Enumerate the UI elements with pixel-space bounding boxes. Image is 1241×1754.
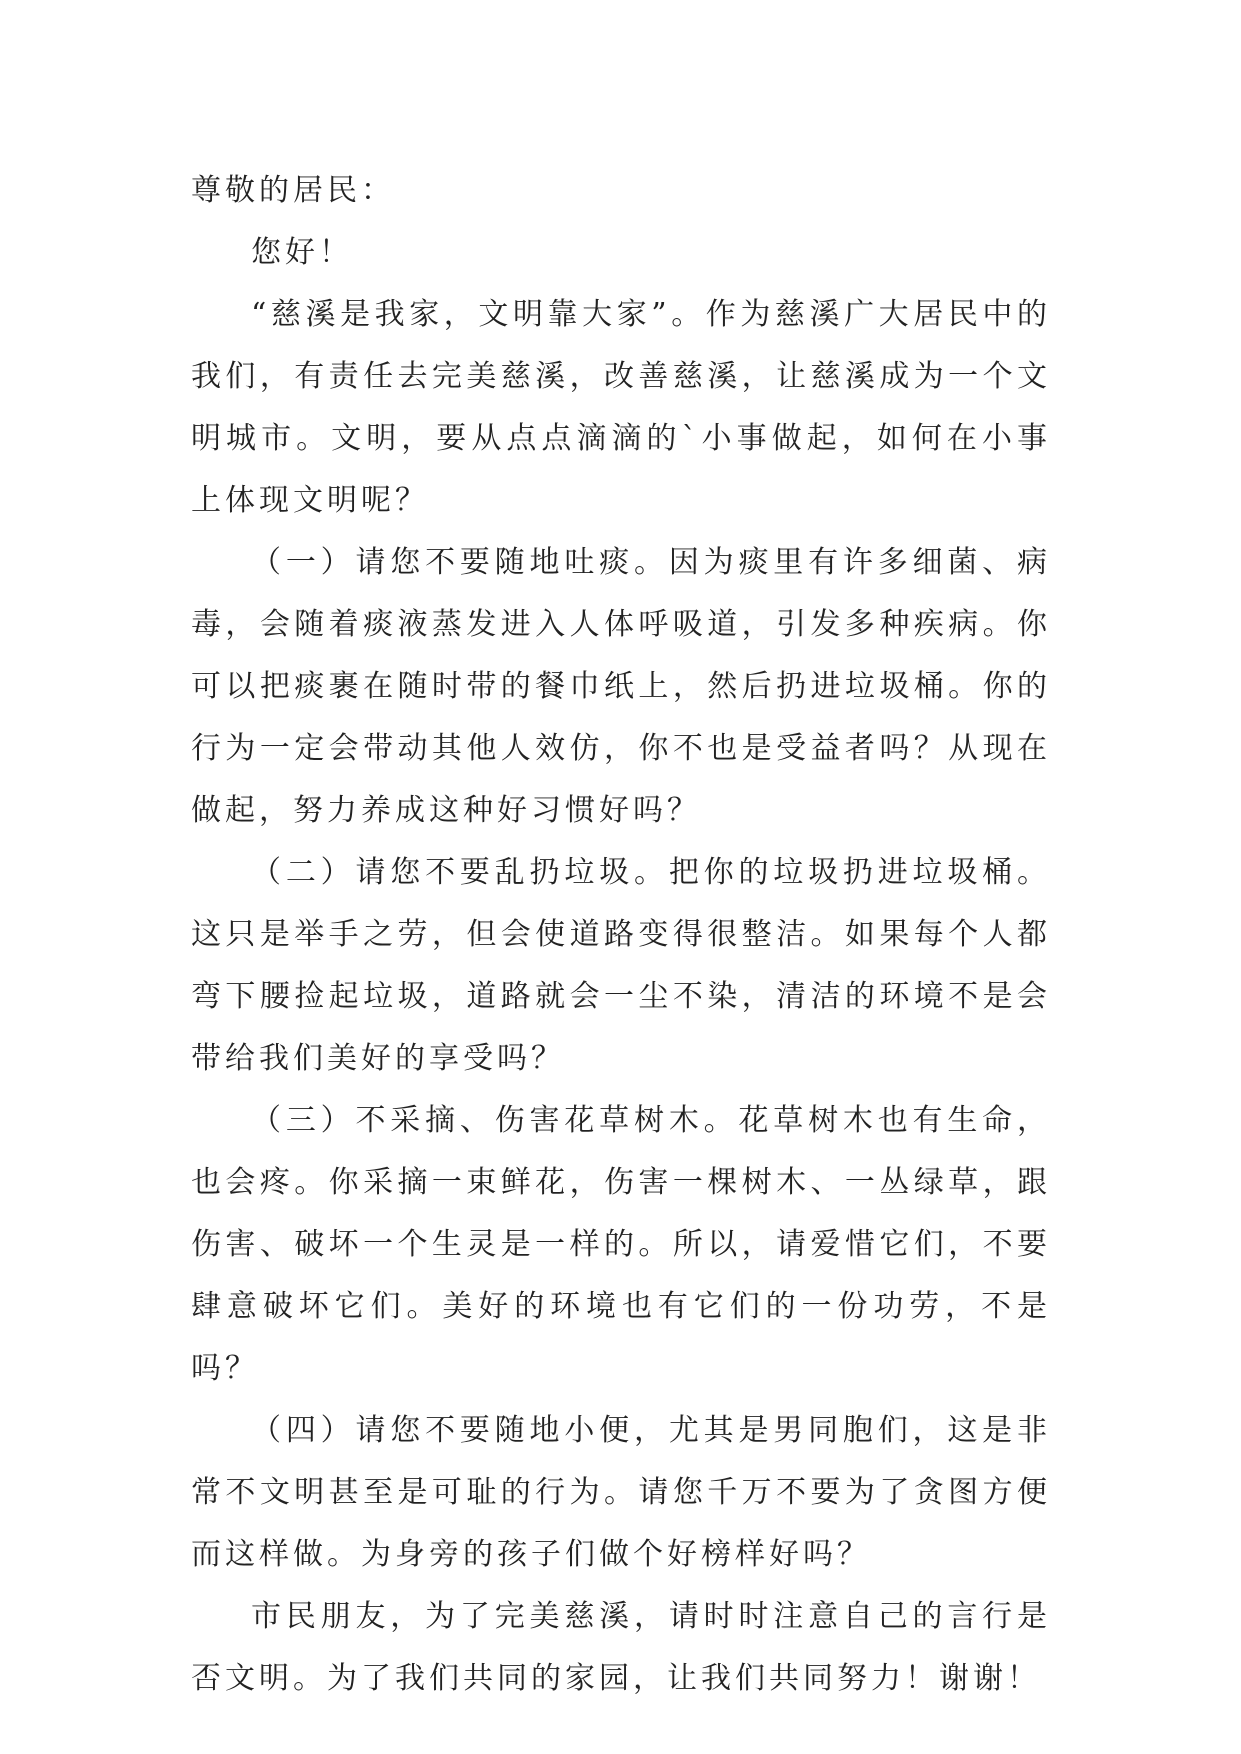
- salutation: 尊敬的居民：: [191, 173, 395, 208]
- paragraph-littering: （二）请您不要乱扔垃圾。把你的垃圾扔进垃圾桶。这只是举手之劳，但会使道路变得很整洁。如果每个人都弯下腰捡起垃圾，道路就会一尘不染，清洁的环境不是会带给我们美好的享受吗？: [191, 855, 1051, 1076]
- paragraph-spitting: （一）请您不要随地吐痰。因为痰里有许多细菌、病毒，会随着痰液蒸发进入人体呼吸道，引发多种疾病。你可以把痰裹在随时带的餐巾纸上，然后扔进垃圾桶。你的行为一定会带动其他人效仿，你不也是受益者吗？从现在做起，努力养成这种好习惯好吗？: [191, 545, 1051, 828]
- greeting: 您好！: [251, 235, 353, 270]
- paragraph-intro: “慈溪是我家，文明靠大家”。作为慈溪广大居民中的我们，有责任去完美慈溪，改善慈溪，让慈溪成为一个文明城市。文明，要从点点滴滴的`小事做起，如何在小事上体现文明呢？: [191, 297, 1051, 518]
- paragraph-plants: （三）不采摘、伤害花草树木。花草树木也有生命，也会疼。你采摘一束鲜花，伤害一棵树木、一丛绿草，跟伤害、破坏一个生灵是一样的。所以，请爱惜它们，不要肆意破坏它们。美好的环境也有它们的一份功劳，不是吗？: [191, 1103, 1051, 1386]
- paragraph-closing: 市民朋友，为了完美慈溪，请时时注意自己的言行是否文明。为了我们共同的家园，让我们共同努力！谢谢！: [191, 1599, 1051, 1696]
- paragraph-urination: （四）请您不要随地小便，尤其是男同胞们，这是非常不文明甚至是可耻的行为。请您千万不要为了贪图方便而这样做。为身旁的孩子们做个好榜样好吗？: [191, 1413, 1051, 1572]
- letter-body: [191, 160, 1051, 1710]
